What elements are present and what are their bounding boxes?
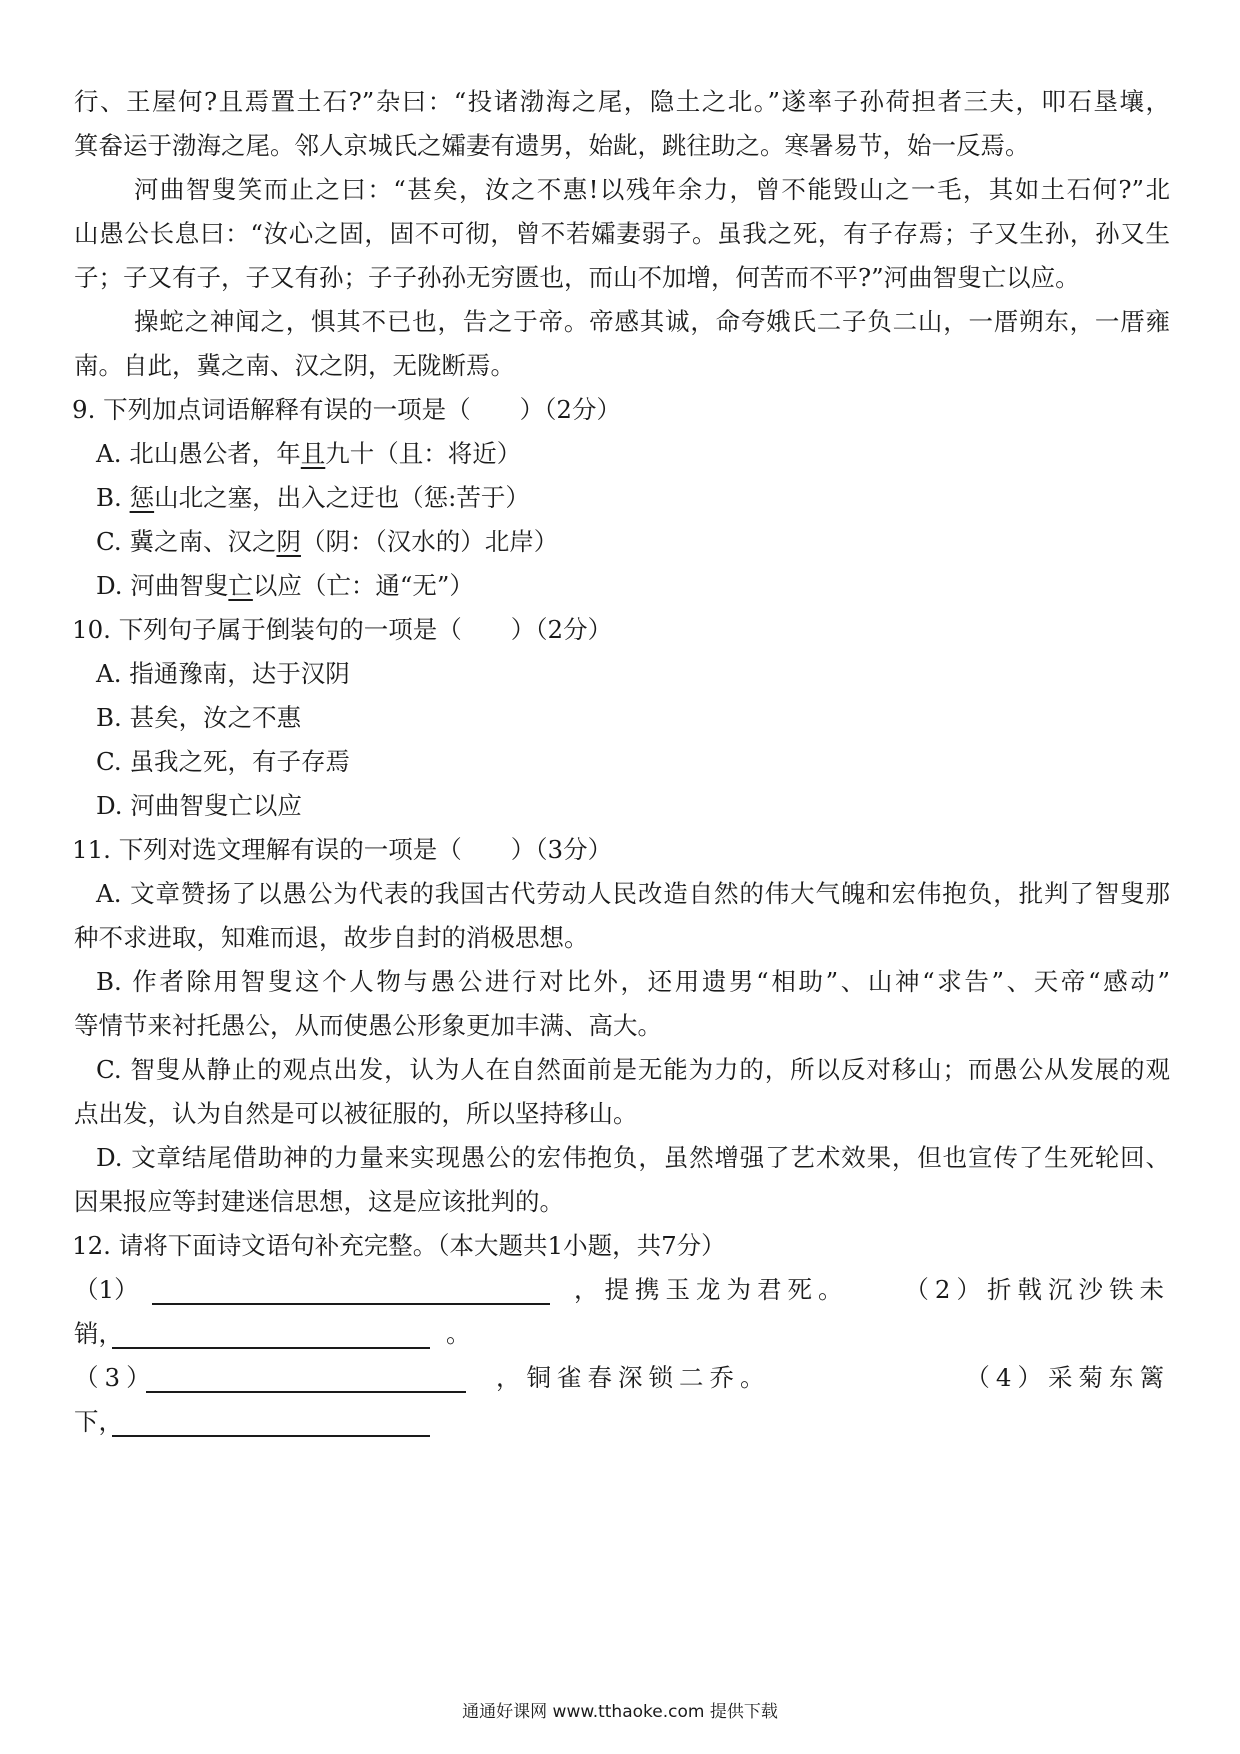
question-10-stem: 10. 下列句子属于倒装句的一项是（ ）（2分） bbox=[72, 615, 613, 644]
dotted-word: 且 bbox=[300, 439, 326, 468]
passage-line: 河曲智叟笑而止之曰：“甚矣，汝之不惠!以残年余力，曾不能毁山之一毛，其如土石何?”北 bbox=[134, 175, 1170, 204]
question-9-option-b bbox=[96, 481, 1192, 515]
question-11-option-b: B. 作者除用智叟这个人物与愚公进行对比外，还用遗男“相助”、山神“求告”、天帝“感动” bbox=[96, 967, 1170, 996]
answer-blank-2[interactable] bbox=[112, 1321, 430, 1349]
question-11-option-b-cont: 等情节来衬托愚公，从而使愚公形象更加丰满、高大。 bbox=[74, 1011, 662, 1040]
option-text: A. 北山愚公者，年 bbox=[96, 439, 301, 468]
passage-line: 南。自此，冀之南、汉之阴，无陇断焉。 bbox=[74, 351, 515, 380]
question-11-option-a-cont: 种不求进取，知难而退，故步自封的消极思想。 bbox=[74, 923, 589, 952]
item-number: （3） bbox=[74, 1363, 157, 1392]
option-text: B. bbox=[96, 483, 130, 512]
question-10-option-a: A. 指通豫南，达于汉阴 bbox=[96, 659, 350, 688]
option-text: 山北之塞，出入之迂也（惩:苦于） bbox=[154, 483, 530, 512]
dotted-word: 亡 bbox=[228, 571, 253, 600]
question-10-option-d: D. 河曲智叟亡以应 bbox=[96, 791, 302, 820]
poem-line: 销， bbox=[74, 1319, 123, 1348]
passage-line: 操蛇之神闻之，惧其不已也，告之于帝。帝感其诚，命夸娥氏二子负二山，一厝朔东，一厝雍 bbox=[134, 307, 1170, 336]
option-text: （阴：（汉水的）北岸） bbox=[300, 527, 559, 556]
option-text: C. 冀之南、汉之 bbox=[96, 527, 277, 556]
passage-line: 子；子又有子，子又有孙；子子孙孙无穷匮也，而山不加增，何苦而不平?”河曲智叟亡以应。 bbox=[74, 263, 1080, 292]
question-11-option-a: A. 文章赞扬了以愚公为代表的我国古代劳动人民改造自然的伟大气魄和宏伟抱负，批判了智叟那 bbox=[96, 879, 1170, 908]
passage-line: 箕畚运于渤海之尾。邻人京城氏之孀妻有遗男，始龀，跳往助之。寒暑易节，始一反焉。 bbox=[74, 131, 1030, 160]
dotted-word: 惩 bbox=[129, 483, 155, 512]
option-text: 以应（亡：通“无”） bbox=[252, 571, 474, 600]
poem-line: ，提携玉龙为君死。 bbox=[574, 1275, 849, 1304]
answer-blank-1[interactable] bbox=[152, 1277, 550, 1305]
question-11-option-c-cont: 点出发，认为自然是可以被征服的，所以坚持移山。 bbox=[74, 1099, 638, 1128]
question-9-option-c bbox=[96, 525, 1192, 559]
question-10-option-b: B. 甚矣，汝之不惠 bbox=[96, 703, 302, 732]
dotted-word: 阴 bbox=[276, 527, 301, 556]
passage-line: 行、王屋何?且焉置土石?”杂曰：“投诸渤海之尾，隐土之北。”遂率子孙荷担者三夫，叩石垦壤， bbox=[74, 87, 1170, 116]
question-9-stem: 9. 下列加点词语解释有误的一项是（ ）（2分） bbox=[72, 395, 621, 424]
question-9-option-a bbox=[96, 437, 1192, 471]
question-11-stem: 11. 下列对选文理解有误的一项是（ ）（3分） bbox=[72, 835, 613, 864]
option-text: D. 河曲智叟 bbox=[96, 571, 229, 600]
answer-blank-4[interactable] bbox=[112, 1409, 430, 1437]
poem-line: ，铜雀春深锁二乔。 bbox=[496, 1363, 771, 1392]
question-12-stem: 12. 请将下面诗文语句补充完整。（本大题共1小题，共7分） bbox=[72, 1231, 726, 1260]
answer-blank-3[interactable] bbox=[146, 1365, 466, 1393]
question-11-option-d: D. 文章结尾借助神的力量来实现愚公的宏伟抱负，虽然增强了艺术效果，但也宣传了生死轮回、 bbox=[96, 1143, 1170, 1172]
footer-source: 通通好课网 www.tthaoke.com 提供下载 bbox=[462, 1702, 778, 1722]
poem-line: 下， bbox=[74, 1407, 123, 1436]
poem-line: 。 bbox=[446, 1319, 471, 1348]
item-number: （2）折戟沉沙铁未 bbox=[904, 1275, 1170, 1304]
passage-line: 山愚公长息曰：“汝心之固，固不可彻，曾不若孀妻弱子。虽我之死，有子存焉；子又生孙，孙又生 bbox=[74, 219, 1170, 248]
question-9-option-d bbox=[96, 569, 1192, 603]
item-number: （4）采菊东篱 bbox=[965, 1363, 1170, 1392]
item-number: （1） bbox=[74, 1275, 139, 1304]
question-11-option-c: C. 智叟从静止的观点出发，认为人在自然面前是无能为力的，所以反对移山；而愚公从发展的观 bbox=[96, 1055, 1170, 1084]
option-text: 九十（且：将近） bbox=[325, 439, 522, 468]
question-11-option-d-cont: 因果报应等封建迷信思想，这是应该批判的。 bbox=[74, 1187, 564, 1216]
question-10-option-c: C. 虽我之死，有子存焉 bbox=[96, 747, 350, 776]
